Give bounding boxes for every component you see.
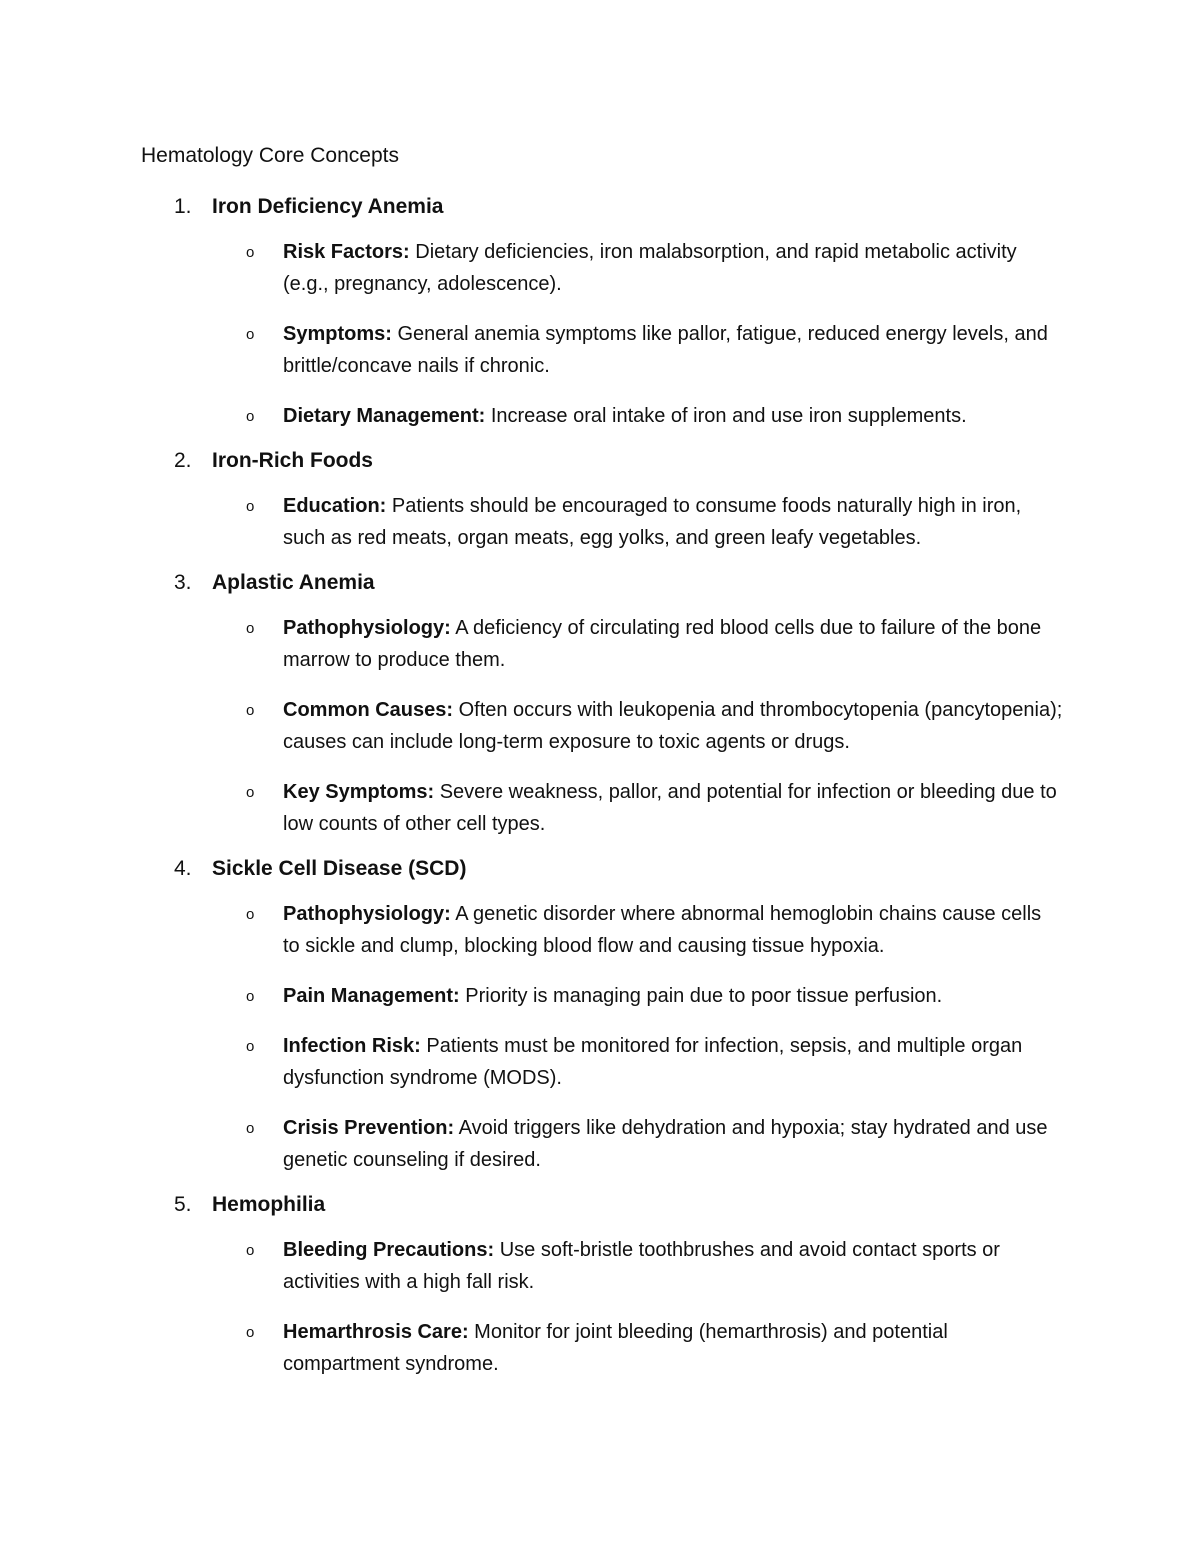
- item-text: Increase oral intake of iron and use iron supplements.: [485, 405, 967, 427]
- item-text: Dietary deficiencies, iron malabsorption, and rapid metabolic activity (e.g., pregnancy, adolescence).: [283, 241, 1017, 295]
- item-text: Monitor for joint bleeding (hemarthrosis) and potential compartment syndrome.: [283, 1321, 948, 1375]
- bullet-circle-icon: o: [246, 1324, 255, 1341]
- list-item: [246, 694, 1063, 758]
- item-label: Common Causes:: [283, 699, 454, 721]
- list-item: [246, 236, 1063, 300]
- item-label: Crisis Prevention:: [283, 1117, 455, 1139]
- list-item: [246, 1112, 1063, 1176]
- document-title: Hematology Core Concepts: [141, 144, 399, 167]
- section-title: Iron Deficiency Anemia: [212, 195, 444, 218]
- item-text: Use soft-bristle toothbrushes and avoid contact sports or activities with a high fall risk.: [283, 1239, 1000, 1293]
- list-item: [246, 898, 1063, 962]
- section-number: 2.: [174, 449, 192, 472]
- item-label: Pathophysiology:: [283, 903, 451, 925]
- list-item: [246, 980, 1063, 1012]
- item-text: A genetic disorder where abnormal hemoglobin chains cause cells to sickle and clump, blocking blood flow and causing tissue hypoxia.: [283, 903, 1042, 957]
- section-title: Hemophilia: [212, 1193, 326, 1216]
- item-label: Infection Risk:: [283, 1035, 421, 1057]
- bullet-circle-icon: o: [246, 988, 255, 1005]
- section-title: Aplastic Anemia: [212, 571, 375, 594]
- section-heading: [0, 446, 1200, 476]
- list-item: [246, 1316, 1063, 1380]
- section-title: Sickle Cell Disease (SCD): [212, 857, 467, 880]
- section-number: 4.: [174, 857, 192, 880]
- item-label: Bleeding Precautions:: [283, 1239, 495, 1261]
- bullet-circle-icon: o: [246, 784, 255, 801]
- item-text: Often occurs with leukopenia and thrombocytopenia (pancytopenia); causes can include long-term exposure to toxic agents or drugs.: [283, 699, 1063, 753]
- item-text: Patients must be monitored for infection, sepsis, and multiple organ dysfunction syndrome (MODS).: [283, 1035, 1023, 1089]
- list-item: [246, 490, 1063, 554]
- section-heading: [0, 568, 1200, 598]
- item-text: Avoid triggers like dehydration and hypoxia; stay hydrated and use genetic counseling if desired.: [283, 1117, 1048, 1171]
- section-number: 5.: [174, 1193, 192, 1216]
- list-item: [246, 612, 1063, 676]
- bullet-list: [0, 1234, 1200, 1380]
- item-label: Education:: [283, 495, 387, 517]
- section-heading: [0, 1190, 1200, 1220]
- item-text: Severe weakness, pallor, and potential for infection or bleeding due to low counts of other cell types.: [283, 781, 1057, 835]
- list-item: [246, 1234, 1063, 1298]
- list-item: [246, 1030, 1063, 1094]
- bullet-circle-icon: o: [246, 498, 255, 515]
- item-text: General anemia symptoms like pallor, fatigue, reduced energy levels, and brittle/concave nails if chronic.: [283, 323, 1048, 377]
- item-label: Risk Factors:: [283, 241, 410, 263]
- item-text: A deficiency of circulating red blood cells due to failure of the bone marrow to produce them.: [283, 617, 1042, 671]
- section-title: Iron-Rich Foods: [212, 449, 373, 472]
- bullet-circle-icon: o: [246, 408, 255, 425]
- bullet-circle-icon: o: [246, 1120, 255, 1137]
- bullet-circle-icon: o: [246, 326, 255, 343]
- section-hemophilia: [0, 1190, 1200, 1380]
- bullet-list: [0, 898, 1200, 1176]
- bullet-circle-icon: o: [246, 1038, 255, 1055]
- item-label: Pathophysiology:: [283, 617, 451, 639]
- bullet-list: [0, 236, 1200, 432]
- bullet-circle-icon: o: [246, 244, 255, 261]
- section-heading: [0, 854, 1200, 884]
- bullet-list: [0, 490, 1200, 554]
- bullet-circle-icon: o: [246, 906, 255, 923]
- section-aplastic-anemia: [0, 568, 1200, 840]
- section-iron-deficiency-anemia: [0, 192, 1200, 432]
- list-item: [246, 318, 1063, 382]
- bullet-circle-icon: o: [246, 702, 255, 719]
- section-number: 1.: [174, 195, 192, 218]
- section-sickle-cell-disease: [0, 854, 1200, 1176]
- list-item: [246, 776, 1063, 840]
- bullet-list: [0, 612, 1200, 840]
- item-text: Priority is managing pain due to poor tissue perfusion.: [459, 985, 943, 1007]
- list-item: [246, 400, 1063, 432]
- item-label: Dietary Management:: [283, 405, 486, 427]
- item-label: Pain Management:: [283, 985, 460, 1007]
- section-heading: [0, 192, 1200, 222]
- bullet-circle-icon: o: [246, 1242, 255, 1259]
- item-text: Patients should be encouraged to consume foods naturally high in iron, such as red meats, organ meats, egg yolks, and green leafy vegetables.: [283, 495, 1022, 549]
- section-iron-rich-foods: [0, 446, 1200, 554]
- item-label: Key Symptoms:: [283, 781, 435, 803]
- section-list: [0, 192, 1200, 1394]
- bullet-circle-icon: o: [246, 620, 255, 637]
- section-number: 3.: [174, 571, 192, 594]
- item-label: Symptoms:: [283, 323, 392, 345]
- item-label: Hemarthrosis Care:: [283, 1321, 469, 1343]
